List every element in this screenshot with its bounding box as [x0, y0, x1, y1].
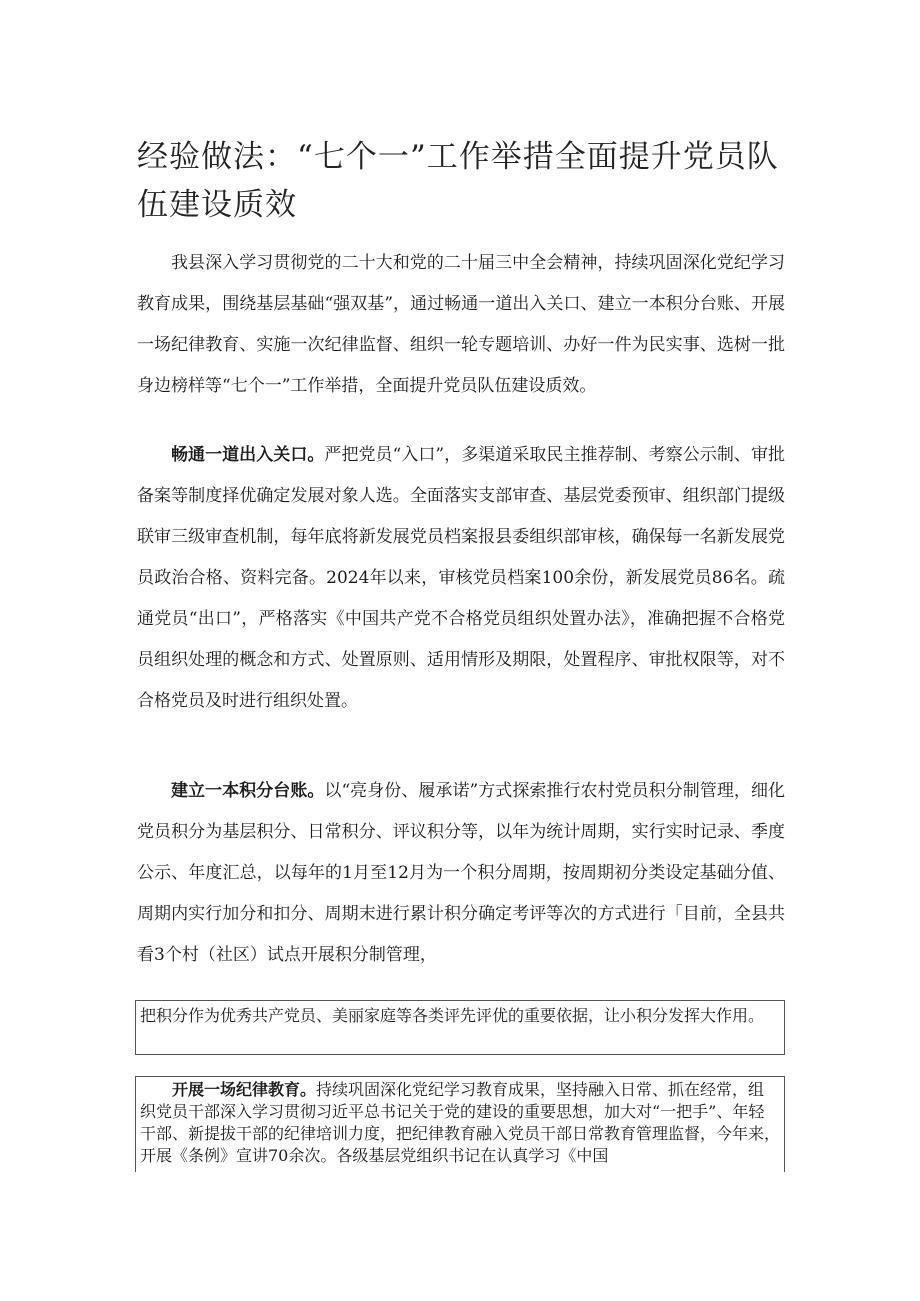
intro-paragraph: 我县深入学习贯彻党的二十大和党的二十届三中全会精神，持续巩固深化党纪学习教育成果，围绕基层基础“强双基”，通过畅通一道出入关口、建立一本积分台账、开展一场纪律教育、实施一次纪律监督、组织一轮专题培训、办好一件为民实事、选树一批身边榜样等“七个一”工作举措，全面提升党员队伍建设质效。	[137, 253, 785, 396]
section-channel-lead: 畅通一道出入关口。	[171, 445, 325, 465]
section-discipline-body: 持续巩固深化党纪学习教育成果，坚持融入日常、抓在经常，组织党员干部深入学习贯彻习近平总书记关于党的建设的重要思想，加大对“一把手”、年轻干部、新提拔干部的纪律培训力度，把纪律教育融入党员干部日常教育管理监督，今年来，开展《条例》宣讲70余次。各级基层党组织书记在认真学习《中国	[140, 1080, 781, 1165]
discipline-textbox	[135, 1076, 785, 1172]
section-points-body: 以“亮身份、履承诺”方式探索推行农村党员积分制管理，细化党员积分为基层积分、日常积分、评议积分等，以年为统计周期，实行实时记录、季度公示、年度汇总，以每年的1月至12月为一个积分周期，按周期初分类设定基础分值、周期内实行加分和扣分、周期末进行累计积分确定考评等次的方式进行「目前，全县共看3个村（社区）试点开展积分制管理，	[137, 781, 785, 965]
section-channel-body: 严把党员“入口”，多渠道采取民主推荐制、考察公示制、审批备案等制度择优确定发展对象人选。全面落实支部审查、基层党委预审、组织部门提级联审三级审查机制，每年底将新发展党员档案报县委组织部审核，确保每一名新发展党员政治合格、资料完备。2024年以来，审核党员档案100余份，新发展党员86名。疏通党员“出口”，严格落实《中国共产党不合格党员组织处置办法》，准确把握不合格党员组织处理的概念和方式、处置原则、适用情形及期限，处置程序、审批权限等，对不合格党员及时进行组织处置。	[137, 445, 785, 711]
section-discipline-lead: 开展一场纪律教育。	[172, 1080, 317, 1099]
section-channel-paragraph	[137, 435, 785, 722]
points-continued-textbox: 把积分作为优秀共产党员、美丽家庭等各类评先评优的重要依据，让小积分发挥大作用。	[135, 1000, 785, 1055]
article-title: 经验做法：“七个一”工作举措全面提升党员队伍建设质效	[137, 139, 779, 223]
section-points-lead: 建立一本积分台账。	[171, 781, 325, 801]
section-points-paragraph	[137, 771, 785, 976]
